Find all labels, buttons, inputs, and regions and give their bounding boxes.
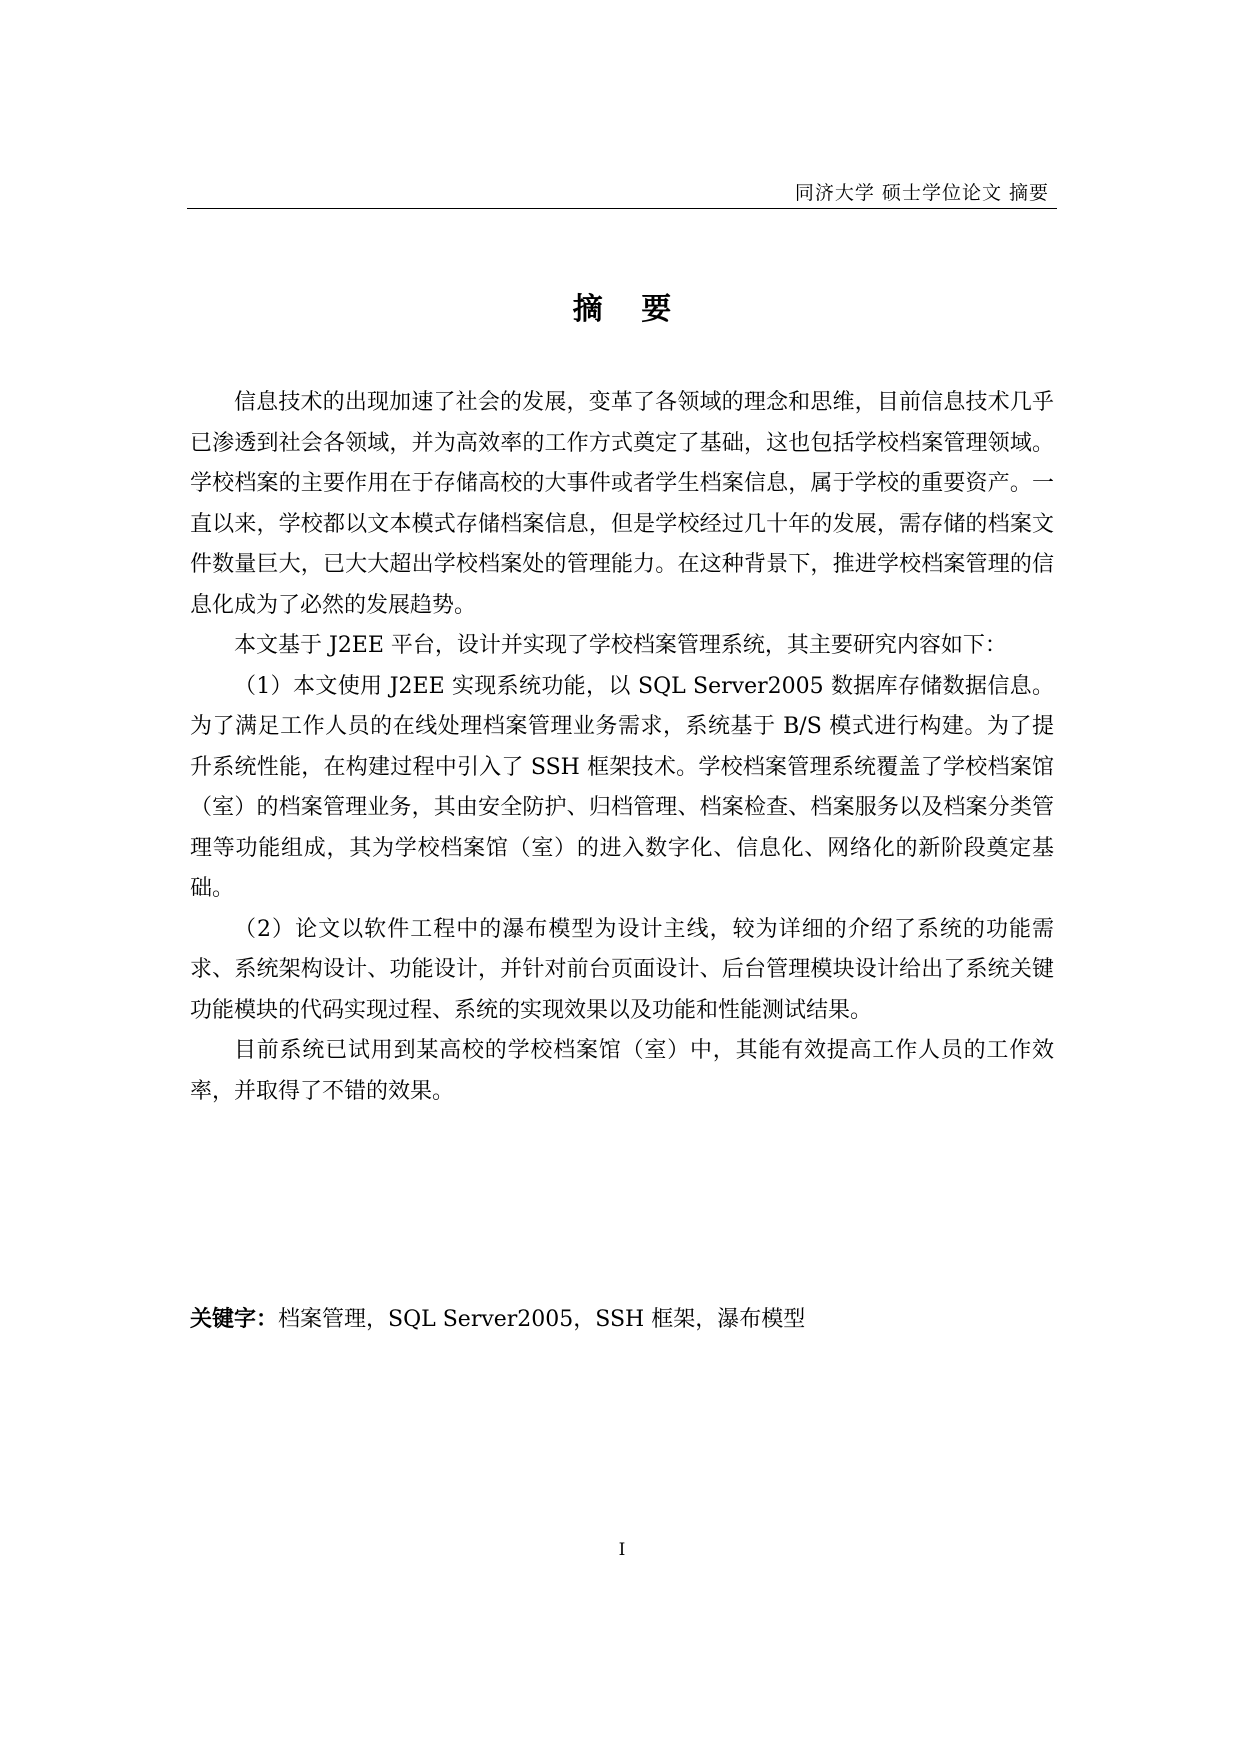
abstract-body [190,383,1054,1112]
paragraph-background: 信息技术的出现加速了社会的发展，变革了各领域的理念和思维，目前信息技术几乎已渗透到社会各领域，并为高效率的工作方式奠定了基础，这也包括学校档案管理领域。学校档案的主要作用在于存储高校的大事件或者学生档案信息，属于学校的重要资产。一直以来，学校都以文本模式存储档案信息，但是学校经过几十年的发展，需存储的档案文件数量巨大，已大大超出学校档案处的管理能力。在这种背景下，推进学校档案管理的信息化成为了必然的发展趋势。 [190,390,1054,618]
running-header [187,176,1057,209]
keywords-label: 关键字： [190,1307,279,1332]
page-number: I [618,1540,626,1560]
paragraph-conclusion: 目前系统已试用到某高校的学校档案馆（室）中，其能有效提高工作人员的工作效率，并取得了不错的效果。 [190,1038,1054,1104]
paragraph-point-2: （2）论文以软件工程中的瀑布模型为设计主线，较为详细的介绍了系统的功能需求、系统架构设计、功能设计，并针对前台页面设计、后台管理模块设计给出了系统关键功能模块的代码实现过程、系统的实现效果以及功能和性能测试结果。 [190,916,1054,1023]
paragraph-overview: 本文基于 J2EE 平台，设计并实现了学校档案管理系统，其主要研究内容如下： [234,633,1007,658]
abstract-title: 摘 要 [572,292,686,327]
keywords-value: 档案管理，SQL Server2005，SSH 框架，瀑布模型 [278,1307,806,1332]
header-text: 同济大学 硕士学位论文 摘要 [794,182,1049,204]
keywords-line [190,1300,1054,1340]
paragraph-point-1: （1）本文使用 J2EE 实现系统功能，以 SQL Server2005 数据库存储数据信息。为了满足工作人员的在线处理档案管理业务需求，系统基于 B/S 模式进行构建。为了提升系统性能，在构建过程中引入了 SSH 框架技术。学校档案管理系统覆盖了学校档案馆（室）的档案管理业务，其由安全防护、归档管理、档案检查、档案服务以及档案分类管理等功能组成，其为学校档案馆（室）的进入数字化、信息化、网络化的新阶段奠定基础。 [190,673,1054,901]
